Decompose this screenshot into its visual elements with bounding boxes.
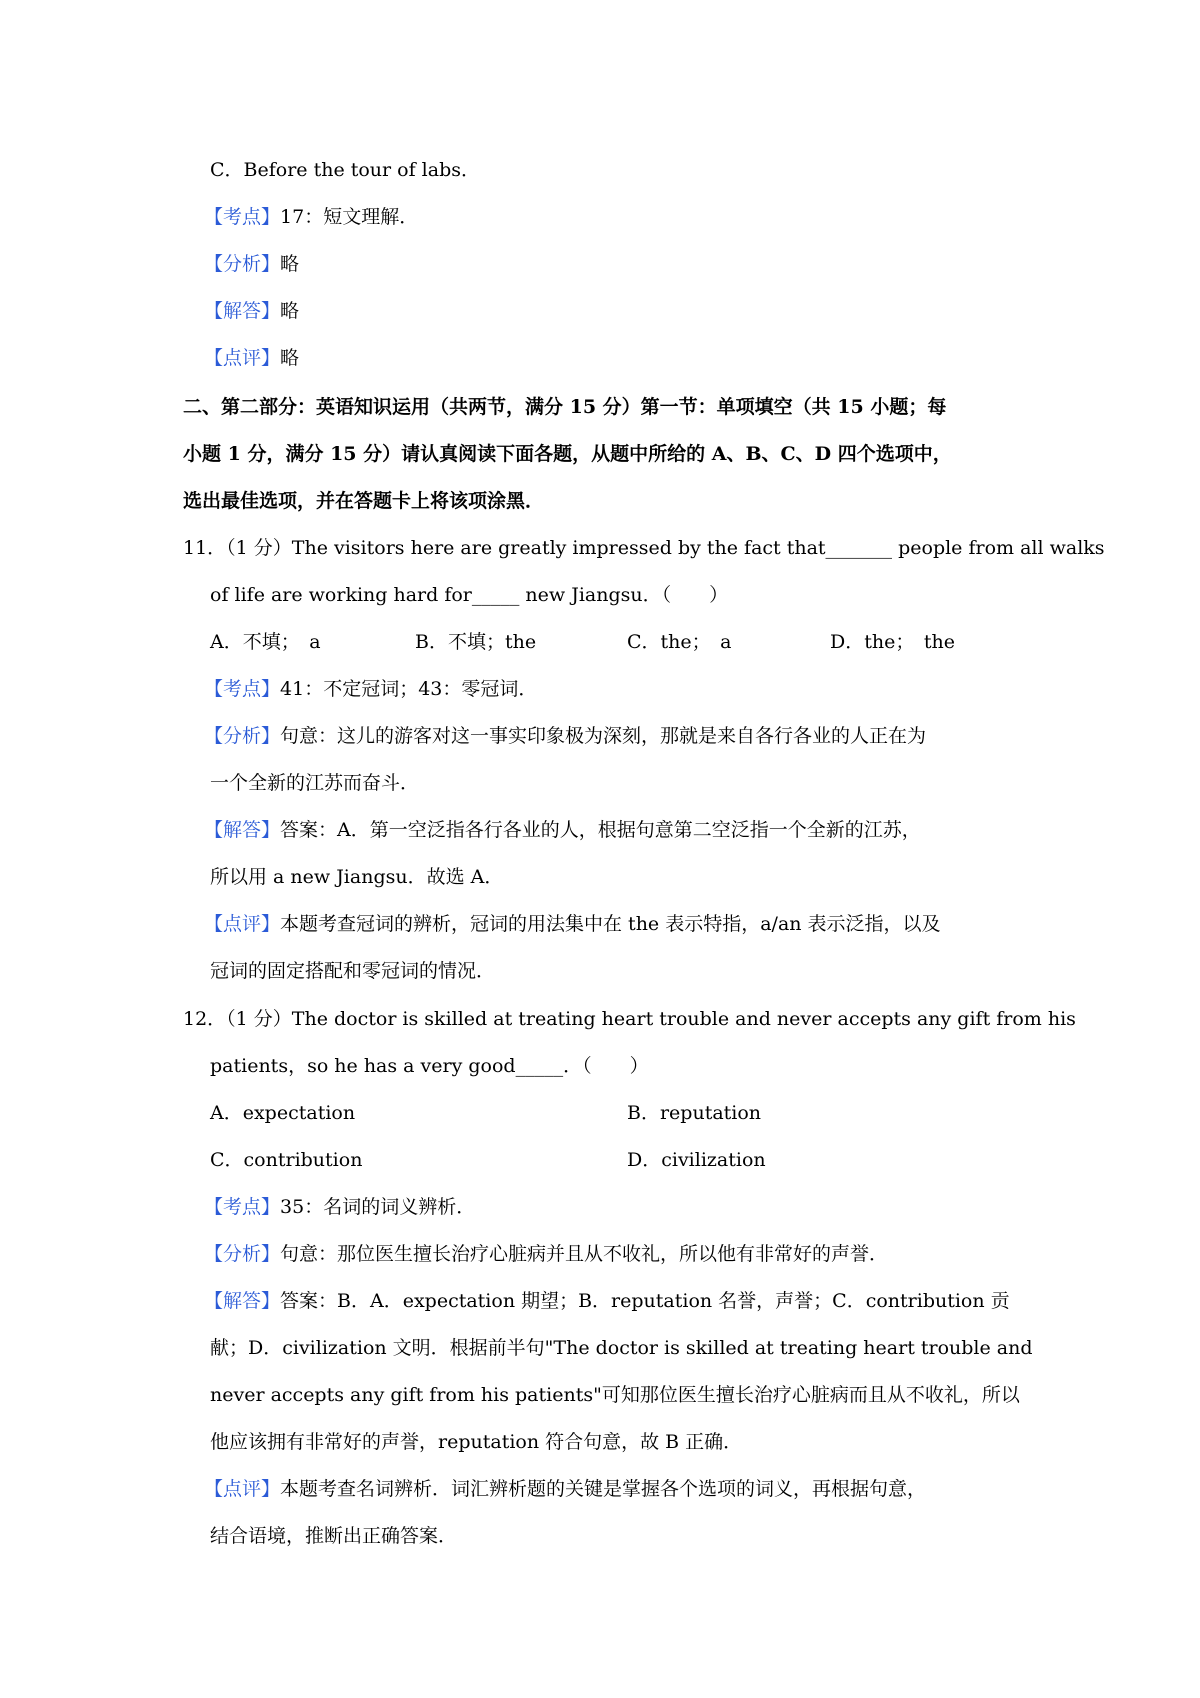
prev-fenxi (204, 252, 299, 276)
dianping-text: 本题考查名词辨析．词汇辨析题的关键是掌握各个选项的词义，再根据句意， (280, 1478, 927, 1500)
section-heading-line-3: 选出最佳选项，并在答题卡上将该项涂黑． (183, 490, 545, 512)
section-heading-line-1: 二、第二部分：英语知识运用（共两节，满分 15 分）第一节：单项填空（共 15 小题；每 (183, 396, 947, 418)
fenxi-tag: 【分析】 (204, 253, 281, 275)
fenxi-text: 句意：这儿的游客对这一事实印象极为深刻，那就是来自各行各业的人正在为 (280, 725, 927, 747)
q11-option-c: C．the； a (627, 631, 732, 653)
section-heading-line-2: 小题 1 分，满分 15 分）请认真阅读下面各题，从题中所给的 A、B、C、D 四个选项中， (183, 443, 952, 465)
dianping-tag: 【点评】 (204, 347, 281, 369)
q11-option-a: A．不填； a (210, 631, 321, 653)
kaodian-tag: 【考点】 (204, 678, 281, 700)
q12-option-d: D．civilization (627, 1149, 766, 1171)
q11-fenxi-cont: 一个全新的江苏而奋斗． (210, 772, 420, 794)
prev-option-c: C．Before the tour of labs． (210, 159, 480, 181)
fenxi-text: 略 (280, 253, 300, 275)
fenxi-tag: 【分析】 (204, 725, 281, 747)
jieda-text: 答案：A．第一空泛指各行各业的人，根据句意第二空泛指一个全新的江苏， (280, 819, 921, 841)
q11-stem-line-2: of life are working hard for_____ new Jiangsu．（ ） (210, 584, 729, 606)
q12-stem-line-1: 12．（1 分）The doctor is skilled at treating heart trouble and never accepts any gift from his (183, 1008, 1076, 1030)
q11-dianping (204, 912, 941, 936)
dianping-tag: 【点评】 (204, 913, 281, 935)
kaodian-tag: 【考点】 (204, 206, 281, 228)
q12-stem-line-2: patients，so he has a very good_____．（ ） (210, 1055, 649, 1077)
kaodian-tag: 【考点】 (204, 1196, 281, 1218)
dianping-tag: 【点评】 (204, 1478, 281, 1500)
dianping-text: 略 (280, 347, 300, 369)
q11-kaodian (204, 677, 537, 701)
dianping-text: 本题考查冠词的辨析，冠词的用法集中在 the 表示特指，a/an 表示泛指，以及 (280, 913, 941, 935)
q12-fenxi (204, 1242, 888, 1266)
fenxi-text: 句意：那位医生擅长治疗心脏病并且从不收礼，所以他有非常好的声誉． (280, 1243, 889, 1265)
q12-jieda-cont-2: never accepts any gift from his patients"可知那位医生擅长治疗心脏病而且从不收礼，所以 (210, 1384, 1020, 1406)
kaodian-text: 17：短文理解． (280, 206, 419, 228)
q12-option-a: A．expectation (210, 1102, 356, 1124)
fenxi-tag: 【分析】 (204, 1243, 281, 1265)
q12-kaodian (204, 1195, 475, 1219)
q12-dianping-cont: 结合语境，推断出正确答案． (210, 1525, 458, 1547)
q12-option-c: C．contribution (210, 1149, 363, 1171)
prev-dianping (204, 346, 299, 370)
q12-jieda-cont-3: 他应该拥有非常好的声誉，reputation 符合句意，故 B 正确． (210, 1431, 743, 1453)
q11-jieda (204, 818, 921, 842)
kaodian-text: 41：不定冠词；43：零冠词． (280, 678, 538, 700)
q11-option-d: D．the； the (830, 631, 955, 653)
q11-dianping-cont: 冠词的固定搭配和零冠词的情况． (210, 960, 496, 982)
q12-jieda-cont-1: 献；D．civilization 文明．根据前半句"The doctor is skilled at treating heart trouble and (210, 1337, 1033, 1359)
prev-jieda (204, 299, 299, 323)
jieda-text: 略 (280, 300, 300, 322)
q11-option-b: B．不填；the (415, 631, 537, 653)
prev-kaodian (204, 205, 418, 229)
q12-dianping (204, 1477, 926, 1501)
q12-jieda (204, 1289, 1010, 1313)
jieda-tag: 【解答】 (204, 1290, 281, 1312)
q11-jieda-cont: 所以用 a new Jiangsu．故选 A． (210, 866, 504, 888)
jieda-text: 答案：B．A．expectation 期望；B．reputation 名誉，声誉；C．contribution 贡 (280, 1290, 1010, 1312)
q12-option-b: B．reputation (627, 1102, 762, 1124)
kaodian-text: 35：名词的词义辨析． (280, 1196, 476, 1218)
jieda-tag: 【解答】 (204, 819, 281, 841)
q11-fenxi (204, 724, 926, 748)
q11-stem-line-1: 11．（1 分）The visitors here are greatly impressed by the fact that_______ people from all walks (183, 537, 1105, 559)
jieda-tag: 【解答】 (204, 300, 281, 322)
